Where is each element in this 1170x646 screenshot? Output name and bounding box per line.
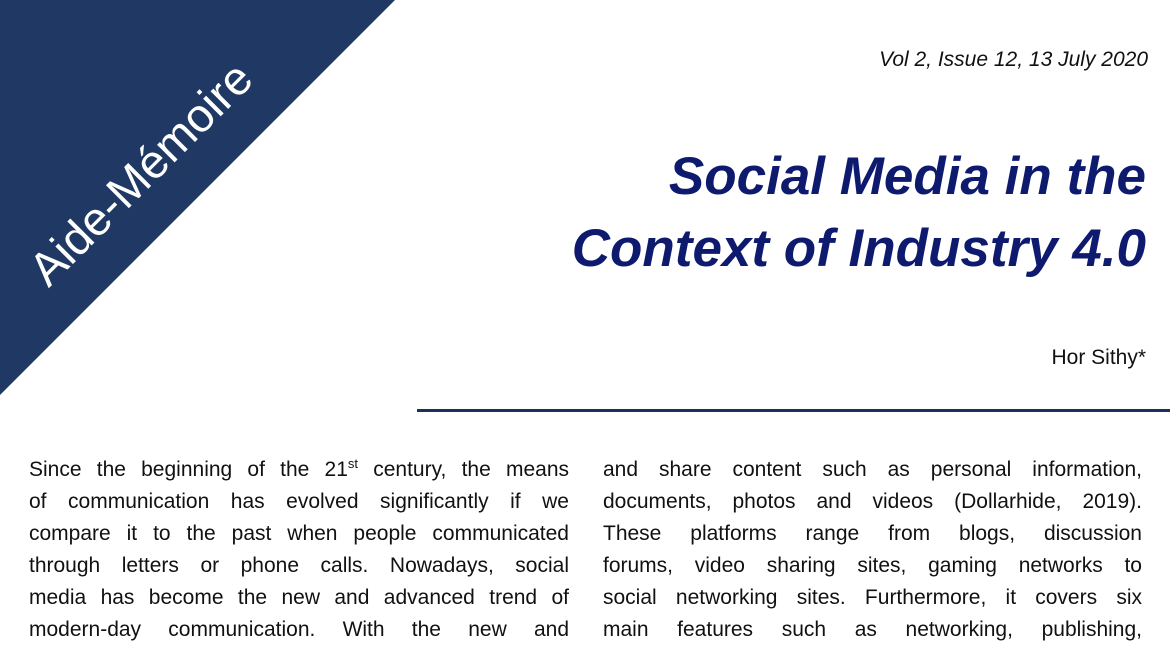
body-text: Since the beginning of the 21 (29, 458, 348, 481)
issue-info: Vol 2, Issue 12, 13 July 2020 (879, 48, 1148, 71)
body-line: media has become the new and advanced trend of (29, 586, 569, 609)
title-line-1: Social Media in the (668, 147, 1146, 206)
body-line: modern-day communication. With the new and (29, 618, 569, 641)
banner-label: Aide-Mémoire (18, 51, 263, 296)
body-line: of communication has evolved significantly if we (29, 490, 569, 513)
body-line: main features such as networking, publishing, (603, 618, 1142, 641)
aide-memoire-banner (0, 0, 400, 400)
body-line: forums, video sharing sites, gaming networks to (603, 554, 1142, 577)
body-line: through letters or phone calls. Nowadays, social (29, 554, 569, 577)
body-line: These platforms range from blogs, discussion (603, 522, 1142, 545)
banner-triangle (0, 0, 400, 400)
body-line: compare it to the past when people communicated (29, 522, 569, 545)
body-text: century, the means (358, 458, 570, 481)
title-line-2: Context of Industry 4.0 (571, 219, 1146, 278)
body-column-right (603, 454, 1142, 646)
body-line (29, 454, 569, 486)
author-name: Hor Sithy* (1051, 346, 1146, 369)
ordinal-superscript: st (347, 456, 359, 471)
body-line: and share content such as personal information, (603, 458, 1142, 481)
body-line: documents, photos and videos (Dollarhide, 2019). (603, 490, 1142, 513)
page-title (386, 141, 1146, 285)
body-column-left (29, 454, 569, 646)
body-line: social networking sites. Furthermore, it covers six (603, 586, 1142, 609)
header-divider (417, 409, 1170, 412)
